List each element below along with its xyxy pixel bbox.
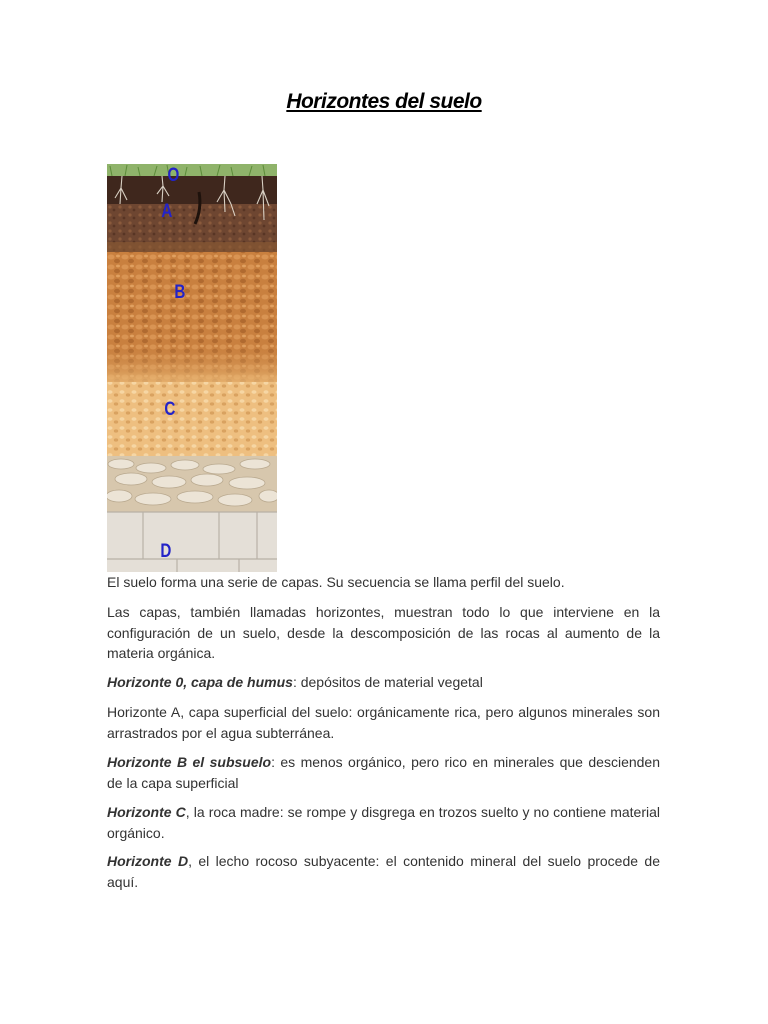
page-title: Horizontes del suelo [286,90,482,113]
paragraph-horizonte-a [107,702,660,743]
soil-profile-illustration [107,164,277,572]
term-horizonte-b: Horizonte B el subsuelo [107,754,272,770]
paragraph-horizonte-0 [107,672,660,693]
definition-horizonte-c: , la roca madre: se rompe y disgrega en trozos suelto y no contiene material orgánico. [107,804,660,841]
definition-horizonte-b: : es menos orgánico, pero rico en minerales que descienden de la capa superficial [107,754,661,791]
horizon-label-c: C [164,399,176,420]
paragraph-text: Horizonte A, capa superficial del suelo: orgánicamente rica, pero algunos minerales son arrastrados por el agua subterránea. [107,704,660,741]
paragraph-capas [107,602,660,664]
horizon-label-a: A [161,201,173,222]
term-horizonte-c: Horizonte C [107,804,186,820]
paragraph-text: El suelo forma una serie de capas. Su secuencia se llama perfil del suelo. [107,574,565,590]
paragraph-horizonte-b [107,752,660,793]
paragraph-horizonte-c [107,802,660,843]
definition-horizonte-d: , el lecho rocoso subyacente: el contenido mineral del suelo procede de aquí. [107,853,660,890]
paragraph-horizonte-d [107,851,660,892]
definition-horizonte-0: : depósitos de material vegetal [292,674,483,690]
paragraph-text: Las capas, también llamadas horizontes, muestran todo lo que interviene en la configuración de un suelo, desde la descomposición de las rocas al aumento de la materia orgánica. [107,604,660,661]
paragraph-intro [107,572,660,593]
horizon-label-d: D [160,541,172,562]
horizon-label-b: B [174,282,186,303]
soil-profile-graphic [107,164,277,572]
horizon-label-o: O [167,165,180,186]
term-horizonte-d: Horizonte D [107,853,189,869]
term-horizonte-0: Horizonte 0, capa de humus [107,674,293,690]
